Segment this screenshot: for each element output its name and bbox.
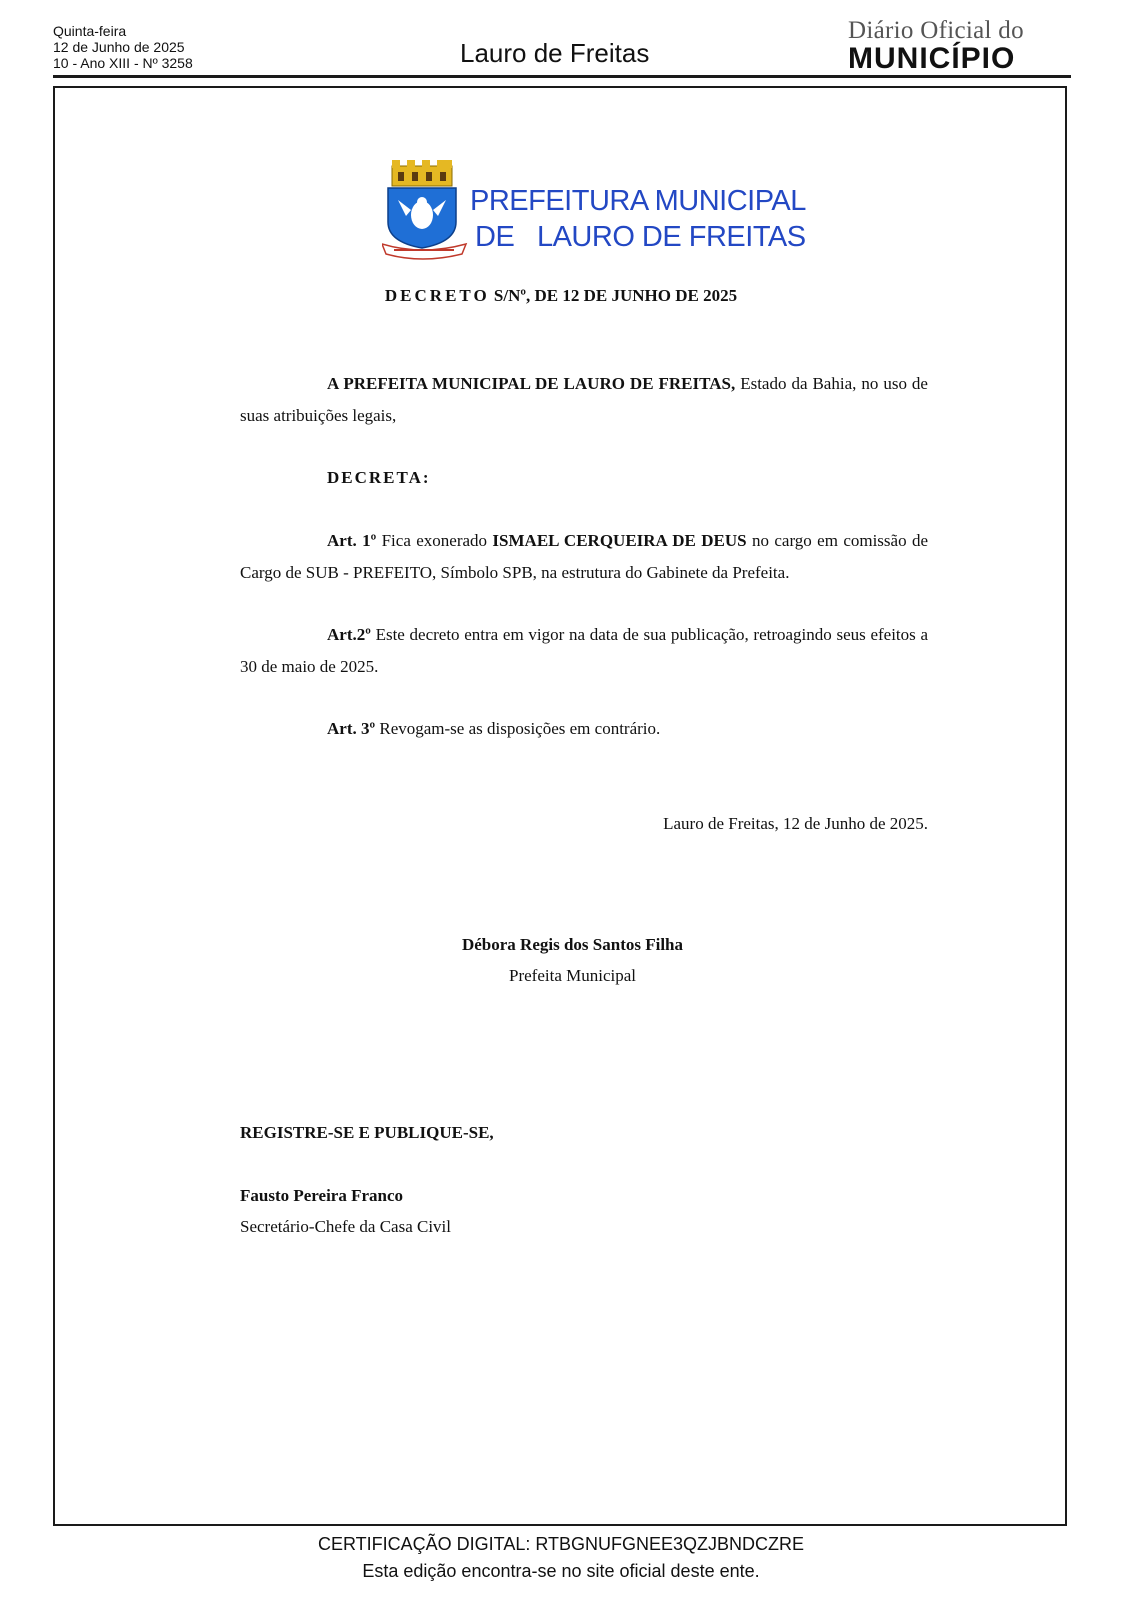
brand-bottom: MUNICÍPIO xyxy=(848,42,1016,75)
intro-paragraph xyxy=(240,368,928,432)
edition-info xyxy=(53,23,193,71)
decree-title xyxy=(0,286,1122,306)
article-1-text-a: Fica exonerado xyxy=(381,531,488,550)
brand-top: Diário Oficial do xyxy=(848,17,1024,44)
place-date: Lauro de Freitas, 12 de Junho de 2025. xyxy=(663,814,928,833)
article-1 xyxy=(240,525,928,589)
decree-number-date: S/Nº, DE 12 DE JUNHO DE 2025 xyxy=(493,286,738,305)
weekday: Quinta-feira xyxy=(53,23,127,39)
article-2-label: Art.2º xyxy=(327,625,371,644)
article-3 xyxy=(240,713,928,745)
secretary-name: Fausto Pereira Franco xyxy=(240,1186,404,1205)
issue-date: 12 de Junho de 2025 xyxy=(53,39,185,55)
article-3-text: Revogam-se as disposições em contrário. xyxy=(379,719,661,738)
intro-text: Estado da Bahia, no uso de suas atribuições legais, xyxy=(240,374,928,425)
signature-block xyxy=(240,929,905,991)
secretary-block xyxy=(240,1180,928,1242)
article-1-text-b: no cargo em comissão de Cargo de SUB - PREFEITO, Símbolo SPB, na estrutura do Gabinete da Prefeita. xyxy=(240,531,929,582)
prefeitura-line1: PREFEITURA MUNICIPAL xyxy=(470,185,806,217)
secretary-role: Secretário-Chefe da Casa Civil xyxy=(240,1217,452,1236)
header-divider xyxy=(53,75,1071,78)
article-1-person: ISMAEL CERQUEIRA DE DEUS xyxy=(492,531,747,550)
signer-role: Prefeita Municipal xyxy=(509,966,636,985)
decree-word: DECRETO xyxy=(384,286,490,305)
diario-oficial-logo xyxy=(848,18,1048,74)
prefeitura-line2: DE LAURO DE FREITAS xyxy=(475,221,806,253)
registre-publique: REGISTRE-SE E PUBLIQUE-SE, xyxy=(240,1123,494,1142)
digital-certification: CERTIFICAÇÃO DIGITAL: RTBGNUFGNEE3QZJBNDCZRE xyxy=(317,1534,805,1554)
decreta-heading: DECRETA: xyxy=(327,468,431,487)
edition-note: Esta edição encontra-se no site oficial deste ente. xyxy=(362,1561,760,1581)
signer-name: Débora Regis dos Santos Filha xyxy=(461,935,684,954)
intro-authority: A PREFEITA MUNICIPAL DE LAURO DE FREITAS, xyxy=(327,374,736,393)
article-2-text: Este decreto entra em vigor na data de sua publicação, retroagindo seus efeitos a 30 de maio de 2025. xyxy=(240,625,929,676)
article-3-label: Art. 3º xyxy=(327,719,376,738)
prefeitura-title xyxy=(470,183,806,255)
article-1-label: Art. 1º xyxy=(327,531,377,550)
article-2 xyxy=(240,619,928,683)
edition-number: 10 - Ano XIII - Nº 3258 xyxy=(53,55,193,71)
city-name: Lauro de Freitas xyxy=(460,38,650,68)
coat-of-arms-icon xyxy=(382,160,468,260)
